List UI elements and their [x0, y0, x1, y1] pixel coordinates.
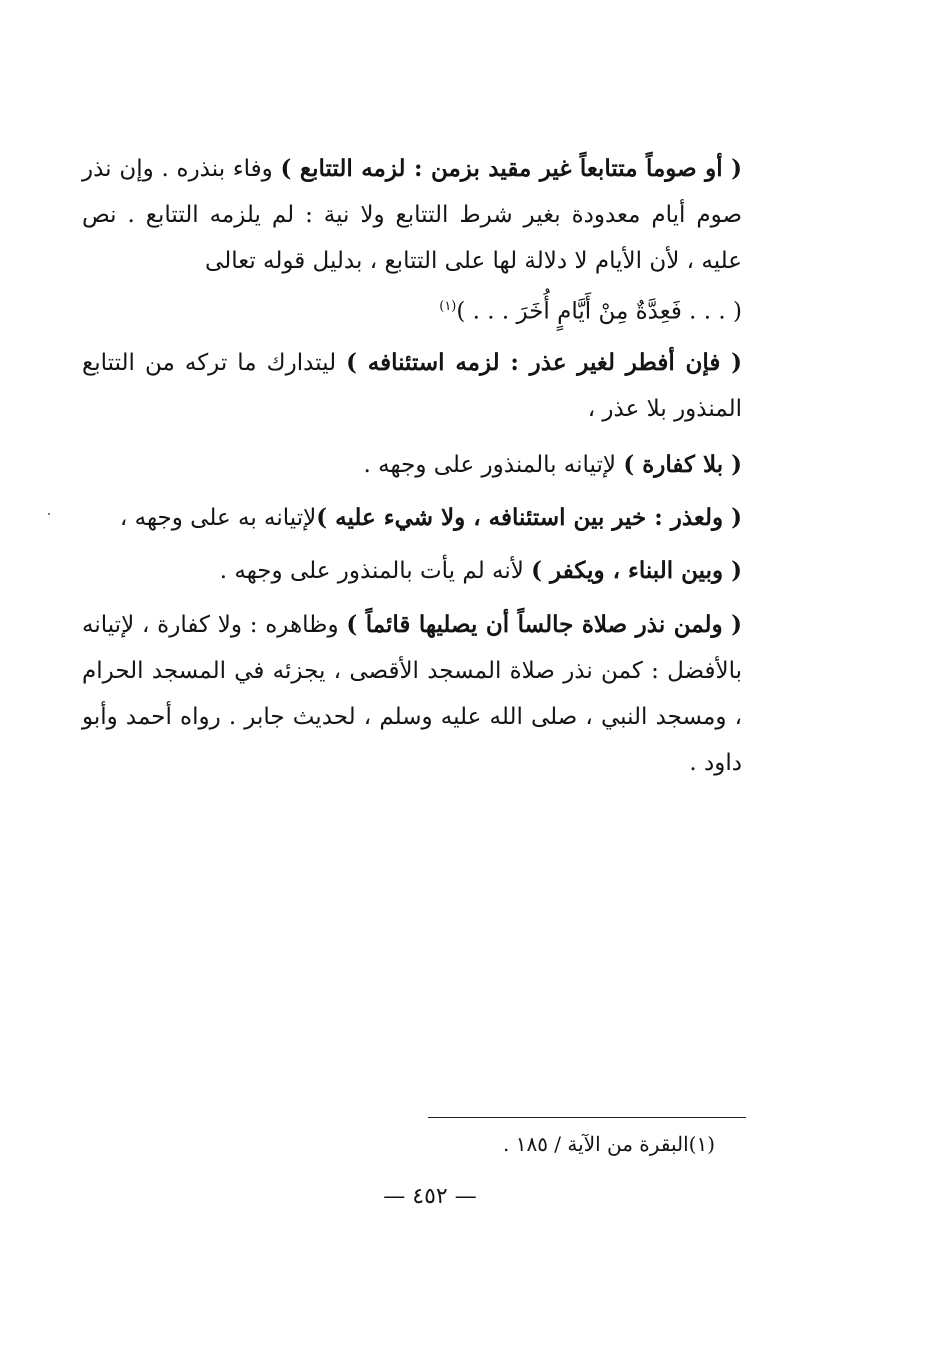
quran-verse-line — [82, 284, 742, 335]
ruling-text-bold: ( أو صوماً متتابعاً غير مقيد بزمن : لزمه التتابع ) — [280, 155, 742, 182]
paragraph-with-excuse — [82, 495, 742, 541]
commentary-text: وفاء بنذره . وإن نذر صوم أيام معدودة بغير شرط التتابع ولا نية : لم يلزمه التتابع . نص عليه ، لأن الأيام لا دلالة لها على التتابع ، بدليل قوله تعالى — [82, 156, 742, 274]
paragraph-break-fast — [82, 340, 742, 432]
commentary-text: ليتدارك ما تركه من التتابع المنذور بلا عذر ، — [82, 350, 742, 422]
footnote-divider — [428, 1117, 746, 1118]
quran-verse: ( . . . فَعِدَّةٌ مِنْ أَيَّامٍ أُخَرَ . . . ) — [456, 298, 742, 325]
commentary-text: وظاهره : ولا كفارة ، لإتيانه بالأفضل : كمن نذر صلاة المسجد الأقصى ، يجزئه في المسجد الحرام ، ومسجد النبي ، صلى الله عليه وسلم ، لحديث جابر . رواه أحمد وأبو داود . — [82, 612, 742, 776]
footnote: (١)البقرة من الآية / ١٨٥ . — [503, 1132, 715, 1156]
paragraph-continue-and-expiate — [82, 548, 742, 594]
commentary-text: لإتيانه بالمنذور على وجهه . — [363, 452, 624, 478]
commentary-text: لأنه لم يأت بالمنذور على وجهه . — [219, 558, 532, 584]
ruling-text-bold: ( فإن أفطر لغير عذر : لزمه استئنافه ) — [346, 349, 742, 376]
ruling-text-bold: ( وبين البناء ، ويكفر ) — [531, 557, 742, 584]
commentary-text: لإتيانه به على وجهه ، — [119, 505, 317, 531]
paragraph-no-expiation — [82, 442, 742, 488]
paragraph-consecutive-fast — [82, 146, 742, 335]
paragraph-prayer-standing — [82, 602, 742, 786]
ruling-text-bold: ( ولعذر : خير بين استئنافه ، ولا شيء عليه ) — [316, 504, 742, 531]
scan-speck — [48, 513, 50, 515]
footnote-reference: (١) — [439, 299, 457, 314]
ruling-text-bold: ( ولمن نذر صلاة جالساً أن يصليها قائماً ) — [346, 611, 742, 638]
page-number: — ٤٥٢ — — [383, 1184, 477, 1209]
ruling-text-bold: ( بلا كفارة ) — [623, 451, 742, 478]
